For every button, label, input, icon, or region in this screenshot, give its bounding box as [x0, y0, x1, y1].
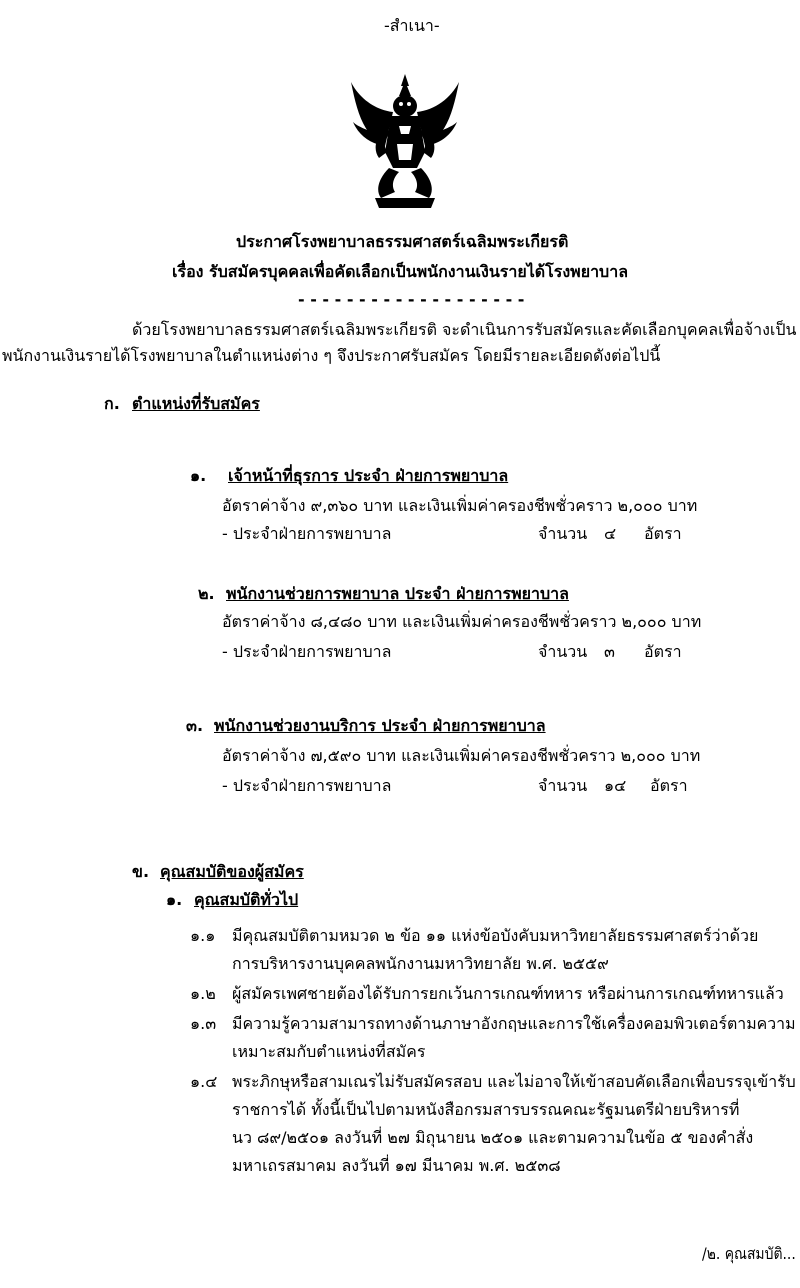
intro-line-2: พนักงานเงินรายได้โรงพยาบาลในตำแหน่งต่าง ๆ จึงประกาศรับสมัคร โดยมีรายละเอียดดังต่อไปนี้: [2, 346, 661, 365]
page-title: ประกาศโรงพยาบาลธรรมศาสตร์เฉลิมพระเกียรติ: [236, 232, 569, 251]
position-unit: อัตรา: [650, 776, 688, 795]
position-dept: - ประจำฝ่ายการพยาบาล: [222, 642, 392, 661]
position-number: ๒.: [198, 584, 215, 603]
position-title: พนักงานช่วยงานบริการ ประจำ ฝ่ายการพยาบาล: [214, 716, 546, 735]
continuation-note: /๒. คุณสมบัติ...: [702, 1244, 796, 1263]
position-title: พนักงานช่วยการพยาบาล ประจำ ฝ่ายการพยาบาล: [226, 584, 569, 603]
item-number: ๑.๓: [190, 1014, 217, 1033]
subsection-heading: คุณสมบัติทั่วไป: [194, 890, 299, 909]
position-count: ๓: [604, 642, 615, 661]
position-number: ๑.: [190, 466, 207, 485]
position-count-label: จำนวน: [538, 776, 588, 795]
item-line: นว ๘๙/๒๕๐๑ ลงวันที่ ๒๗ มิถุนายน ๒๕๐๑ และตามความในข้อ ๕ ของคำสั่ง: [232, 1128, 754, 1147]
subject-line: เรื่อง รับสมัครบุคคลเพื่อคัดเลือกเป็นพนักงานเงินรายได้โรงพยาบาล: [172, 262, 628, 281]
position-title: เจ้าหน้าที่ธุรการ ประจำ ฝ่ายการพยาบาล: [228, 466, 509, 485]
position-number: ๓.: [186, 716, 204, 735]
section-b-marker: ข.: [132, 862, 150, 881]
item-line: มหาเถรสมาคม ลงวันที่ ๑๗ มีนาคม พ.ศ. ๒๕๓๘: [232, 1156, 561, 1175]
item-line: มีคุณสมบัติตามหมวด ๒ ข้อ ๑๑ แห่งข้อบังคับมหาวิทยาลัยธรรมศาสตร์ว่าด้วย: [232, 926, 759, 945]
item-line: การบริหารงานบุคคลพนักงานมหาวิทยาลัย พ.ศ. ๒๕๕๙: [232, 954, 609, 973]
item-number: ๑.๒: [190, 984, 216, 1003]
item-line: ผู้สมัครเพศชายต้องได้รับการยกเว้นการเกณฑ์ทหาร หรือผ่านการเกณฑ์ทหารแล้ว: [232, 984, 784, 1003]
divider: - - - - - - - - - - - - - - - - - - -: [298, 290, 525, 309]
item-line: มีความรู้ความสามารถทางด้านภาษาอังกฤษและการใช้เครื่องคอมพิวเตอร์ตามความ: [232, 1014, 796, 1033]
position-rate: อัตราค่าจ้าง ๙,๓๖๐ บาท และเงินเพิ่มค่าครองชีพชั่วคราว ๒,๐๐๐ บาท: [222, 496, 698, 515]
position-rate: อัตราค่าจ้าง ๘,๔๘๐ บาท และเงินเพิ่มค่าครองชีพชั่วคราว ๒,๐๐๐ บาท: [222, 612, 702, 631]
position-count-label: จำนวน: [538, 642, 588, 661]
position-rate: อัตราค่าจ้าง ๗,๕๙๐ บาท และเงินเพิ่มค่าครองชีพชั่วคราว ๒,๐๐๐ บาท: [222, 746, 701, 765]
item-line: พระภิกษุหรือสามเณรไม่รับสมัครสอบ และไม่อาจให้เข้าสอบคัดเลือกเพื่อบรรจุเข้ารับ: [232, 1072, 796, 1091]
item-line: ราชการได้ ทั้งนี้เป็นไปตามหนังสือกรมสารบรรณคณะรัฐมนตรีฝ่ายบริหารที่: [232, 1100, 740, 1119]
subsection-number: ๑.: [166, 890, 183, 909]
position-unit: อัตรา: [644, 524, 682, 543]
position-dept: - ประจำฝ่ายการพยาบาล: [222, 524, 392, 543]
garuda-emblem-icon: [345, 72, 465, 212]
position-dept: - ประจำฝ่ายการพยาบาล: [222, 776, 392, 795]
intro-line-1: ด้วยโรงพยาบาลธรรมศาสตร์เฉลิมพระเกียรติ จะดำเนินการรับสมัครและคัดเลือกบุคคลเพื่อจ้างเป็น: [132, 320, 797, 339]
item-line: เหมาะสมกับตำแหน่งที่สมัคร: [232, 1042, 426, 1061]
position-unit: อัตรา: [644, 642, 682, 661]
item-number: ๑.๔: [190, 1072, 218, 1091]
item-number: ๑.๑: [190, 926, 216, 945]
section-a-heading: ตำแหน่งที่รับสมัคร: [132, 394, 260, 413]
position-count: ๔: [604, 524, 617, 543]
section-b-heading: คุณสมบัติของผู้สมัคร: [160, 862, 304, 881]
copy-mark: -สำเนา-: [384, 16, 440, 35]
position-count-label: จำนวน: [538, 524, 588, 543]
position-count: ๑๔: [604, 776, 627, 795]
section-a-marker: ก.: [104, 394, 120, 413]
